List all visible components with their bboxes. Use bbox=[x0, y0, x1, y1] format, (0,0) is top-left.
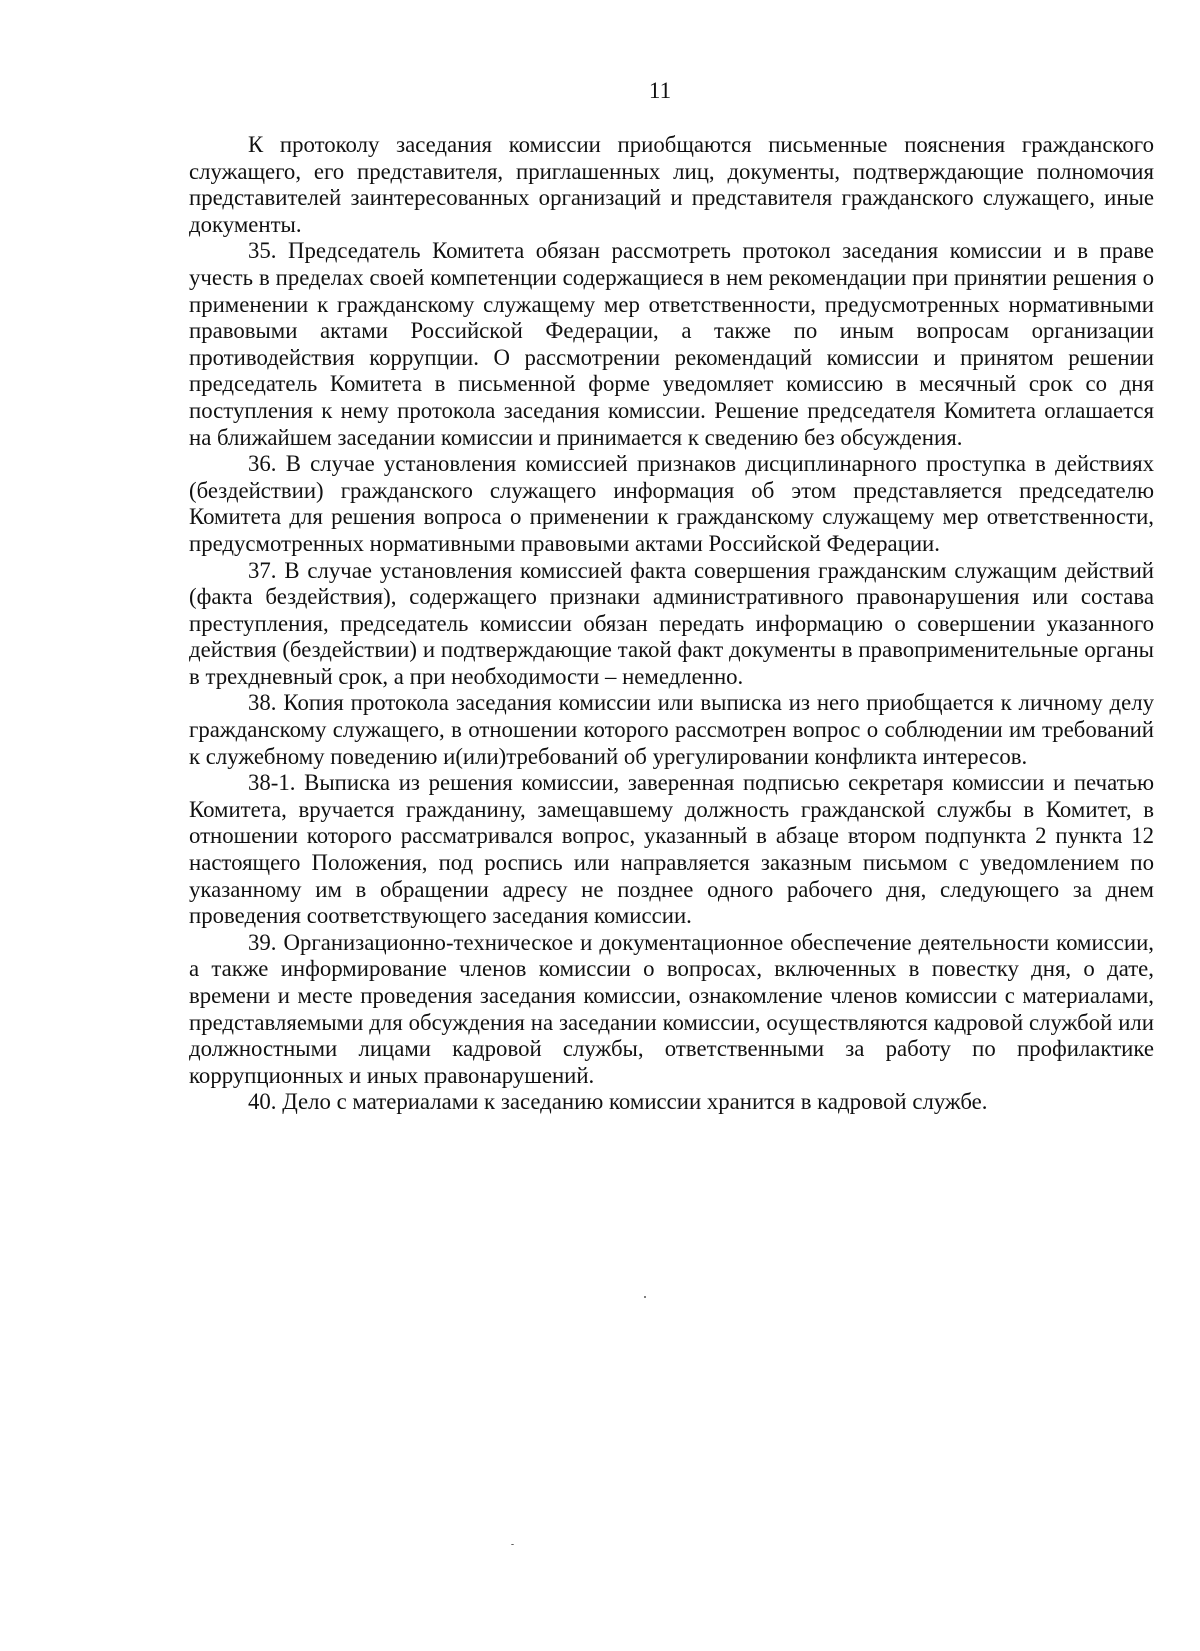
paragraph-38-1: 38-1. Выписка из решения комиссии, заверенная подписью секретаря комиссии и печатью Комитета, вручается гражданину, замещавшему должность гражданской службы в Комитет, в отношении которого рассматривался вопрос, указанный в абзаце втором подпункта 2 пункта 12 настоящего Положения, под роспись или направляется заказным письмом с уведомлением по указанному им в обращении адресу не позднее одного рабочего дня, следующего за днем проведения соответствующего заседания комиссии. bbox=[189, 770, 1154, 929]
paragraph-attachments: К протоколу заседания комиссии приобщаются письменные пояснения гражданского служащего, его представителя, приглашенных лиц, документы, подтверждающие полномочия представителей заинтересованных организаций и представителя гражданского служащего, иные документы. bbox=[189, 132, 1154, 237]
paragraph-40: 40. Дело с материалами к заседанию комиссии хранится в кадровой службе. bbox=[248, 1089, 988, 1115]
document-body bbox=[189, 132, 1154, 1116]
paragraph-37: 37. В случае установления комиссией факта совершения гражданским служащим действий (факта бездействия), содержащего признаки административного правонарушения или состава преступления, председатель комиссии обязан передать информацию о совершении указанного действия (бездействии) и подтверждающие такой факт документы в правоприменительные органы в трехдневный срок, а при необходимости – немедленно. bbox=[189, 557, 1154, 689]
paragraph-38: 38. Копия протокола заседания комиссии или выписка из него приобщается к личному делу гражданскому служащего, в отношении которого рассмотрен вопрос о соблюдении им требований к служебному поведению и(или)требований об урегулировании конфликта интересов. bbox=[189, 690, 1154, 769]
paragraph-39: 39. Организационно-техническое и документационное обеспечение деятельности комиссии, а также информирование членов комиссии о вопросах, включенных в повестку дня, о дате, времени и месте проведения заседания комиссии, ознакомление членов комиссии с материалами, представляемыми для обсуждения на заседании комиссии, осуществляются кадровой службой или должностными лицами кадровой службы, ответственными за работу по профилактике коррупционных и иных правонарушений. bbox=[189, 929, 1154, 1088]
paragraph-36: 36. В случае установления комиссией признаков дисциплинарного проступка в действиях (бездействии) гражданского служащего информация об этом представляется председателю Комитета для решения вопроса о применении к гражданскому служащему мер ответственности, предусмотренных нормативными правовыми актами Российской Федерации. bbox=[189, 451, 1154, 556]
scan-artifact bbox=[511, 1544, 514, 1545]
paragraph-35: 35. Председатель Комитета обязан рассмотреть протокол заседания комиссии и в праве учесть в пределах своей компетенции содержащиеся в нем рекомендации при принятии решения о применении к гражданскому служащему мер ответственности, предусмотренных нормативными правовыми актами Российской Федерации, а также по иным вопросам организации противодействия коррупции. О рассмотрении рекомендаций комиссии и принятом решении председатель Комитета в письменной форме уведомляет комиссию в месячный срок со дня поступления к нему протокола заседания комиссии. Решение председателя Комитета оглашается на ближайшем заседании комиссии и принимается к сведению без обсуждения. bbox=[189, 238, 1154, 450]
scan-artifact bbox=[644, 1296, 646, 1298]
page-number: 11 bbox=[648, 78, 672, 103]
